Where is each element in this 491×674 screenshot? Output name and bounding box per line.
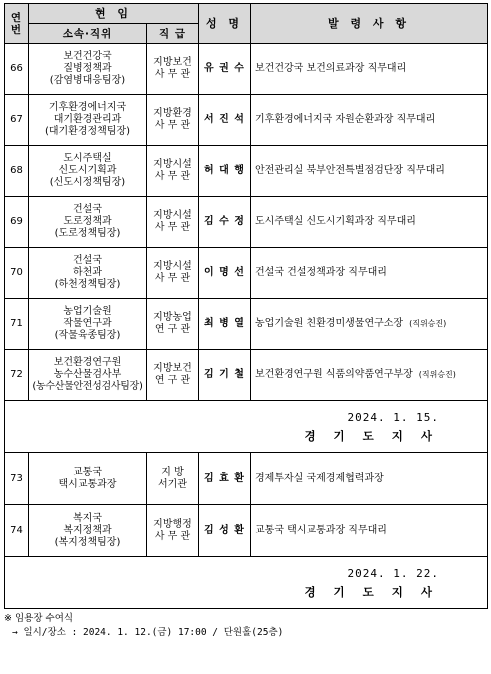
row-grade	[147, 146, 199, 197]
row-affiliation	[29, 350, 147, 401]
row-name: 김 기 철	[199, 350, 251, 401]
affiliation-line: 도시주택실	[63, 153, 112, 164]
appointment-text: 농업기술원 친환경미생물연구소장	[255, 318, 404, 329]
appointment-text: 건설국 건설정책과장 직무대리	[255, 267, 387, 278]
row-name: 유 권 수	[199, 44, 251, 95]
grade-line: 지방시설	[153, 159, 192, 170]
appointment-text: 기후환경에너지국 자원순환과장 직무대리	[255, 114, 436, 125]
grade-line: 사 무 관	[154, 273, 191, 284]
grade-line: 지방농업	[153, 312, 192, 323]
row-affiliation	[29, 44, 147, 95]
grade-line: 지방시설	[153, 261, 192, 272]
grade-line: 사 무 관	[154, 530, 191, 542]
row-grade	[147, 248, 199, 299]
affiliation-line: (농수산물안전성검사팀장)	[32, 381, 143, 392]
affiliation-line: 대기환경관리과	[53, 114, 122, 125]
row-number: 71	[5, 299, 29, 350]
affiliation-line: 보건환경연구원	[53, 357, 122, 368]
appointment-text: 도시주택실 신도시기획과장 직무대리	[255, 216, 416, 227]
row-name: 최 병 열	[199, 299, 251, 350]
signature-date: 2024. 1. 22.	[347, 566, 439, 580]
affiliation-line: 질병정책과	[63, 63, 112, 74]
row-name: 서 진 석	[199, 95, 251, 146]
affiliation-line: 도로정책과	[63, 216, 112, 227]
affiliation-line: 보건건강국	[63, 51, 112, 62]
appointment-note: (직위승진)	[409, 319, 447, 328]
grade-line: 지방보건	[153, 57, 192, 68]
row-name: 김 성 환	[199, 505, 251, 557]
header-no-line2: 번	[10, 23, 23, 36]
row-affiliation	[29, 453, 147, 505]
grade-line: 사 무 관	[154, 171, 191, 182]
row-name: 허 대 행	[199, 146, 251, 197]
header-grade: 직 급	[147, 24, 199, 44]
header-current: 현 임	[29, 4, 199, 24]
row-appointment	[251, 505, 488, 557]
row-grade	[147, 350, 199, 401]
row-number: 67	[5, 95, 29, 146]
ceremony-note	[4, 612, 283, 640]
appointment-note: (직위승진)	[418, 370, 456, 379]
row-appointment	[251, 248, 488, 299]
affiliation-line: 농업기술원	[63, 306, 112, 317]
table-body	[5, 4, 488, 609]
grade-line: 사 무 관	[154, 222, 191, 233]
row-appointment	[251, 146, 488, 197]
row-affiliation	[29, 197, 147, 248]
row-appointment	[251, 350, 488, 401]
grade-line: 지방환경	[153, 108, 192, 119]
row-affiliation	[29, 505, 147, 557]
affiliation-line: (도로정책팀장)	[54, 228, 121, 239]
table-row	[5, 248, 488, 299]
row-grade	[147, 299, 199, 350]
grade-line: 연 구 관	[154, 324, 191, 335]
affiliation-line: 택시교통과장	[58, 478, 117, 490]
row-appointment	[251, 95, 488, 146]
affiliation-line: (감염병대응팀장)	[49, 75, 126, 86]
row-number: 70	[5, 248, 29, 299]
appointment-document	[4, 3, 487, 609]
affiliation-line: (신도시정책팀장)	[49, 177, 126, 188]
signature-cell	[5, 557, 488, 609]
signature-cell	[5, 401, 488, 453]
row-grade	[147, 95, 199, 146]
row-grade	[147, 505, 199, 557]
grade-line: 지방시설	[153, 210, 192, 221]
row-number: 72	[5, 350, 29, 401]
header-name: 성 명	[199, 4, 251, 44]
ceremony-note-title: ※ 임용장 수여식	[4, 613, 74, 624]
row-appointment	[251, 299, 488, 350]
grade-line: 연 구 관	[154, 375, 191, 386]
grade-line: 지방행정	[153, 518, 192, 530]
grade-line: 사 무 관	[154, 120, 191, 131]
row-grade	[147, 44, 199, 95]
signature-signer: 경 기 도 지 사	[304, 428, 439, 443]
grade-line: 지방보건	[153, 363, 192, 374]
row-affiliation	[29, 248, 147, 299]
row-number: 69	[5, 197, 29, 248]
affiliation-line: (복지정책팀장)	[54, 536, 121, 548]
grade-line: 서기관	[158, 478, 187, 490]
table-row	[5, 350, 488, 401]
header-affiliation: 소속·직위	[29, 24, 147, 44]
affiliation-line: 작물연구과	[63, 318, 112, 329]
row-name: 김 수 정	[199, 197, 251, 248]
signature-row	[5, 557, 488, 609]
grade-line: 지 방	[161, 466, 184, 478]
affiliation-line: 신도시기획과	[58, 165, 117, 176]
row-appointment	[251, 44, 488, 95]
affiliation-line: 복지정책과	[63, 524, 112, 536]
table-row	[5, 44, 488, 95]
affiliation-line: (하천정책팀장)	[54, 279, 121, 290]
affiliation-line: 건설국	[73, 255, 102, 266]
affiliation-line: 기후환경에너지국	[48, 102, 127, 113]
appointment-text: 경제투자실 국제경제협력과장	[255, 472, 384, 484]
row-affiliation	[29, 146, 147, 197]
signature-row	[5, 401, 488, 453]
affiliation-line: (대기환경정책팀장)	[44, 126, 131, 137]
row-number: 74	[5, 505, 29, 557]
header-row-top	[5, 4, 488, 24]
personnel-table	[4, 3, 488, 609]
appointment-text: 교통국 택시교통과장 직무대리	[255, 524, 387, 536]
affiliation-line: 복지국	[73, 512, 102, 524]
header-no	[5, 4, 29, 44]
header-appointment: 발 령 사 항	[251, 4, 488, 44]
affiliation-line: 건설국	[73, 204, 102, 215]
row-grade	[147, 197, 199, 248]
row-affiliation	[29, 299, 147, 350]
table-row	[5, 146, 488, 197]
ceremony-note-detail: → 일시/장소 : 2024. 1. 12.(금) 17:00 / 단원홀(25층)	[12, 627, 284, 638]
table-row	[5, 453, 488, 505]
table-row	[5, 299, 488, 350]
appointment-text: 보건건강국 보건의료과장 직무대리	[255, 63, 407, 74]
row-name: 김 효 환	[199, 453, 251, 505]
appointment-text: 안전관리실 북부안전특별점검단장 직무대리	[255, 165, 445, 176]
signature-signer: 경 기 도 지 사	[304, 584, 439, 599]
affiliation-line: (작물육종팀장)	[54, 330, 121, 341]
affiliation-line: 하천과	[73, 267, 102, 278]
signature-date: 2024. 1. 15.	[347, 410, 439, 424]
row-grade	[147, 453, 199, 505]
row-number: 73	[5, 453, 29, 505]
row-appointment	[251, 453, 488, 505]
affiliation-line: 농수산물검사부	[53, 369, 122, 380]
table-row	[5, 95, 488, 146]
row-appointment	[251, 197, 488, 248]
header-no-line1: 연	[10, 11, 23, 24]
row-number: 66	[5, 44, 29, 95]
row-number: 68	[5, 146, 29, 197]
affiliation-line: 교통국	[73, 466, 102, 478]
row-name: 이 명 선	[199, 248, 251, 299]
row-affiliation	[29, 95, 147, 146]
grade-line: 사 무 관	[154, 69, 191, 80]
table-row	[5, 505, 488, 557]
table-row	[5, 197, 488, 248]
appointment-text: 보건환경연구원 식품의약품연구부장	[255, 369, 413, 380]
